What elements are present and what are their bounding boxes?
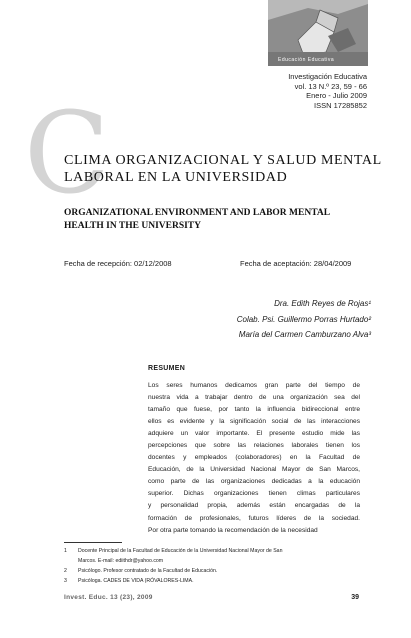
author: Dra. Edith Reyes de Rojas¹ <box>274 299 371 308</box>
abstract-line: nuestra vida a trabajar dentro de una organización sea del <box>148 394 360 402</box>
abstract-line: como parte de las organizaciones dedicadas a la educación <box>148 478 360 486</box>
abstract-line: Por otra parte tomando la recomendación de la necesidad <box>148 526 318 534</box>
footnote-number: 3 <box>64 578 67 584</box>
footnote-line: Psicólogo. Profesor contratado de la Facultad de Educación. <box>78 568 218 574</box>
footnote-rule <box>64 542 122 543</box>
footnote <box>64 566 364 576</box>
footnote-line: Docente Principal de la Facultad de Educación de la Universidad Nacional Mayor de San <box>78 548 283 554</box>
footnote-line: Marcos. E-mail: ediithdr@yahoo.com <box>78 558 164 564</box>
footnotes <box>64 546 364 586</box>
page-number: 39 <box>351 594 359 601</box>
abstract-line: formación de profesionales, futuros líderes de la sociedad. <box>148 514 360 522</box>
abstract-body <box>148 380 360 537</box>
decorative-initial: C <box>24 89 110 219</box>
journal-info <box>217 72 367 110</box>
abstract-line: superior. Dichas organizaciones tienen climas particulares <box>148 490 360 498</box>
abstract-line: Educación, de la Universidad Nacional Mayor de San Marcos, <box>148 466 360 474</box>
title-spanish <box>64 152 384 186</box>
footnote-number: 1 <box>64 548 67 554</box>
abstract-heading: RESUMEN <box>148 365 186 372</box>
title-spanish-line: CLIMA ORGANIZACIONAL Y SALUD MENTAL <box>64 153 382 168</box>
abstract-line: percepciones que sobre las relaciones laborales tienen los <box>148 442 360 450</box>
journal-volume: vol. 13 N.º 23, 59 - 66 <box>294 81 367 91</box>
journal-name: Investigación Educativa <box>288 72 367 81</box>
abstract-line: y personalidad propia, además están encargadas de la <box>148 502 360 510</box>
title-english-line: ORGANIZATIONAL ENVIRONMENT AND LABOR MENTAL <box>64 208 331 218</box>
footnote <box>64 546 364 566</box>
footnote-number: 2 <box>64 568 67 574</box>
abstract-line: Los seres humanos dedicamos gran parte del tiempo de <box>148 382 360 389</box>
footnote <box>64 576 364 586</box>
footnote-line: Psicóloga. CADES DE VIDA (RÓVALORES-LIMA. <box>78 578 194 584</box>
abstract-line: adquiere un valor importante. El presente estudio mide las <box>148 430 360 438</box>
journal-period: Enero - Julio 2009 <box>306 91 367 100</box>
title-spanish-line: LABORAL EN LA UNIVERSIDAD <box>64 170 288 185</box>
abstract-line: tamaño que fuese, por tanto la influencia bidireccional entre <box>148 406 360 414</box>
journal-issn: ISSN 17285852 <box>314 100 367 110</box>
cover-caption: Educación Educativa <box>278 57 335 63</box>
footer-citation: Invest. Educ. 13 (23), 2009 <box>64 594 153 601</box>
date-received: Fecha de recepción: 02/12/2008 <box>64 259 172 268</box>
author: Colab. Psi. Guillermo Porras Hurtado² <box>236 314 371 324</box>
author: María del Carmen Camburzano Alva³ <box>238 330 371 339</box>
title-english-line: HEALTH IN THE UNIVERSITY <box>64 221 202 231</box>
cover-image <box>268 0 368 66</box>
abstract-line: docentes y empleados (colaboradores) en la Facultad de <box>148 454 360 462</box>
date-accepted: Fecha de aceptación: 28/04/2009 <box>240 259 352 268</box>
abstract-line: ellos es evidente y la significación social de las interacciones <box>148 418 360 426</box>
title-english <box>64 207 384 233</box>
author-list <box>121 296 371 343</box>
